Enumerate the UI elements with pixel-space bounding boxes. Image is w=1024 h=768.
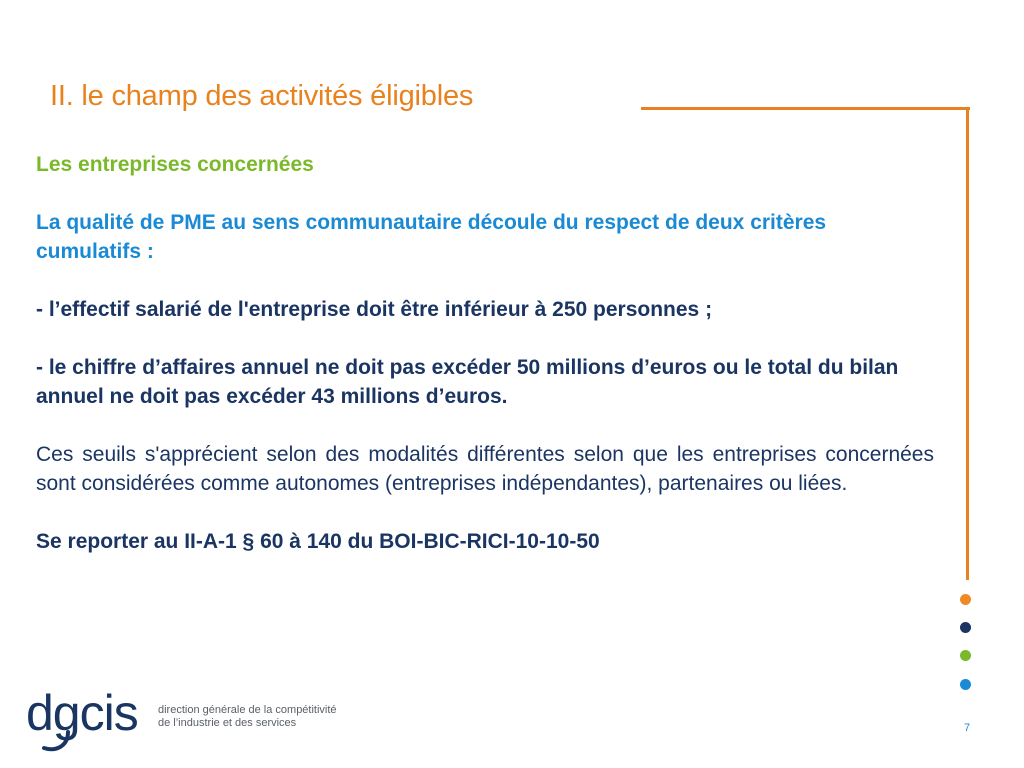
thresholds-paragraph: Ces seuils s'apprécient selon des modalités différentes selon que les entreprises concernées sont considérées comme autonomes (entreprises indépendantes), partenaires ou liées.: [36, 443, 934, 495]
logo-org-line1: direction générale de la compétitivité: [158, 704, 337, 716]
logo-organisation: [158, 704, 338, 730]
svg-text:dgcis: dgcis: [26, 686, 138, 741]
reference-line: Se reporter au II-A-1 § 60 à 140 du BOI-BIC-RICI-10-10-50: [36, 530, 600, 553]
frame-top-line: [641, 107, 970, 110]
blue-dot-icon: [960, 679, 971, 690]
orange-dot-icon: [960, 594, 971, 605]
slide-title: II. le champ des activités éligibles: [50, 80, 474, 112]
navy-dot-icon: [960, 622, 971, 633]
criterion-turnover: - le chiffre d’affaires annuel ne doit pas excéder 50 millions d’euros ou le total du bilan annuel ne doit pas excéder 43 millions d’euros.: [36, 356, 899, 408]
logo-org-line2: de l’industrie et des services: [158, 717, 297, 729]
green-dot-icon: [960, 650, 971, 661]
frame-right-line: [966, 107, 969, 580]
page-number: 7: [964, 722, 971, 734]
section-subtitle: Les entreprises concernées: [36, 153, 314, 176]
slide-content: [36, 150, 934, 556]
criterion-employees: - l’effectif salarié de l'entreprise doit être inférieur à 250 personnes ;: [36, 298, 713, 321]
criteria-intro: La qualité de PME au sens communautaire découle du respect de deux critères cumulatifs :: [36, 211, 827, 263]
